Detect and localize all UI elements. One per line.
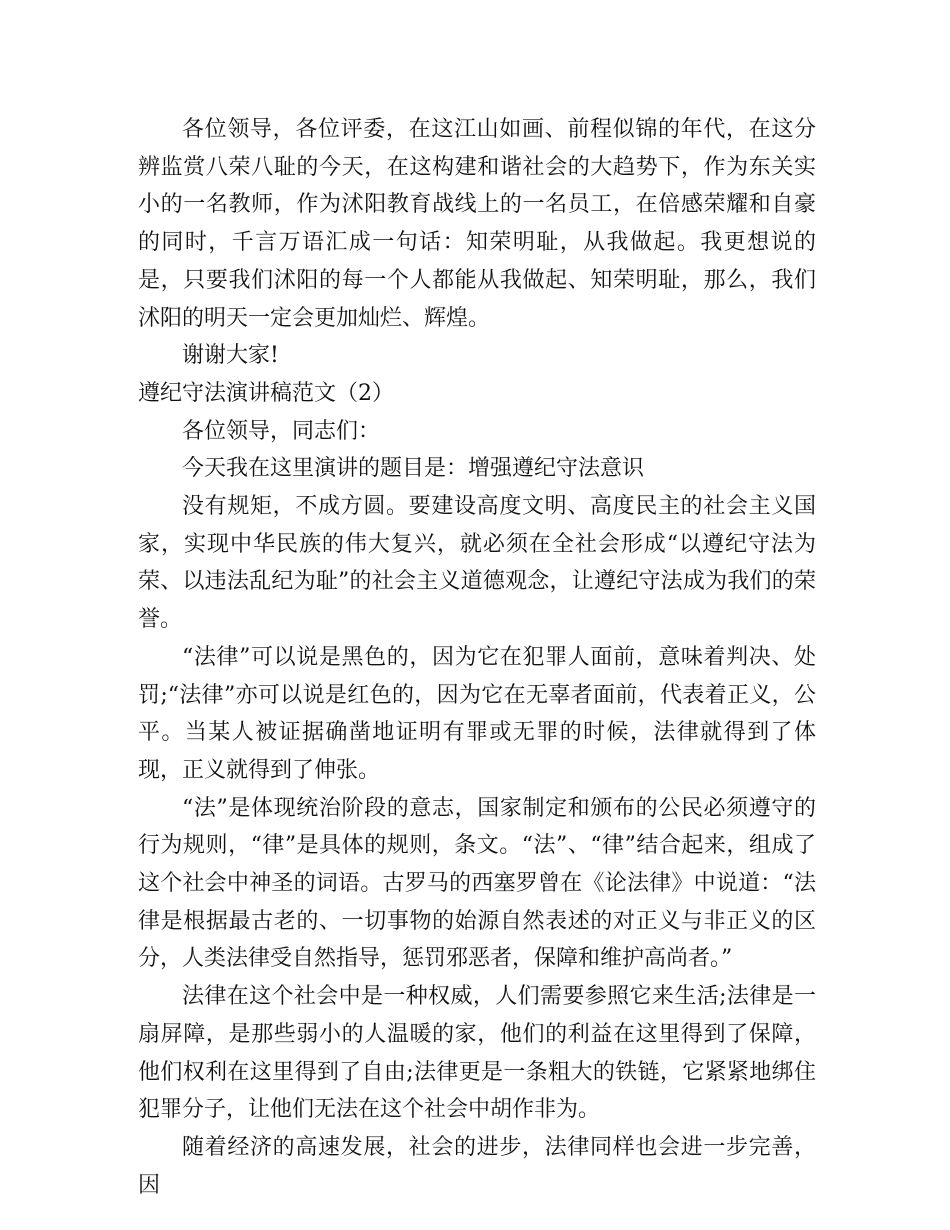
paragraph-development: 随着经济的高速发展，社会的进步，法律同样也会进一步完善，因 <box>138 1134 816 1198</box>
paragraph-salutation: 各位领导，同志们： <box>182 418 381 444</box>
paragraph-closing-remarks: 各位领导，各位评委，在这江山如画、前程似锦的年代，在这分辨监赏八荣八耻的今天，在这构建和谐社会的大趋势下，作为东关实小的一名教师，作为沭阳教育战线上的一名员工，在倍感荣耀和自豪的同时，千言万语汇成一句话：知荣明耻，从我做起。我更想说的是，只要我们沭阳的每一个人都能从我做起、知荣明耻，那么，我们沭阳的明天一定会更加灿烂、辉煌。 <box>138 117 816 331</box>
section-heading: 遵纪守法演讲稿范文（2） <box>138 380 394 406</box>
paragraph-law-authority: 法律在这个社会中是一种权威，人们需要参照它来生活;法律是一扇屏障，是那些弱小的人温暖的家，他们的利益在这里得到了保障，他们权利在这里得到了自由;法律更是一条粗大的铁链，它紧紧地绑住犯罪分子，让他们无法在这个社会中胡作非为。 <box>138 984 816 1123</box>
document-body <box>138 111 816 1204</box>
paragraph-topic: 今天我在这里演讲的题目是：增强遵纪守法意识 <box>182 456 645 482</box>
paragraph-thanks: 谢谢大家! <box>182 343 279 369</box>
paragraph-no-rules: 没有规矩，不成方圆。要建设高度文明、高度民主的社会主义国家，实现中华民族的伟大复兴，就必须在全社会形成“以遵纪守法为荣、以违法乱纪为耻”的社会主义道德观念，让遵纪守法成为我们的荣誉。 <box>138 494 816 633</box>
paragraph-law-definition: “法”是体现统治阶段的意志，国家制定和颁布的公民必须遵守的行为规则，“律”是具体的规则，条文。“法”、“律”结合起来，组成了这个社会中神圣的词语。古罗马的西塞罗曾在《论法律》中说道：“法律是根据最古老的、一切事物的始源自然表述的对正义与非正义的区分，人类法律受自然指导，惩罚邪恶者，保障和维护高尚者。” <box>138 795 816 972</box>
paragraph-law-colors: “法律”可以说是黑色的，因为它在犯罪人面前，意味着判决、处罚;“法律”亦可以说是红色的，因为它在无辜者面前，代表着正义，公平。当某人被证据确凿地证明有罪或无罪的时候，法律就得到了体现，正义就得到了伸张。 <box>138 644 816 783</box>
